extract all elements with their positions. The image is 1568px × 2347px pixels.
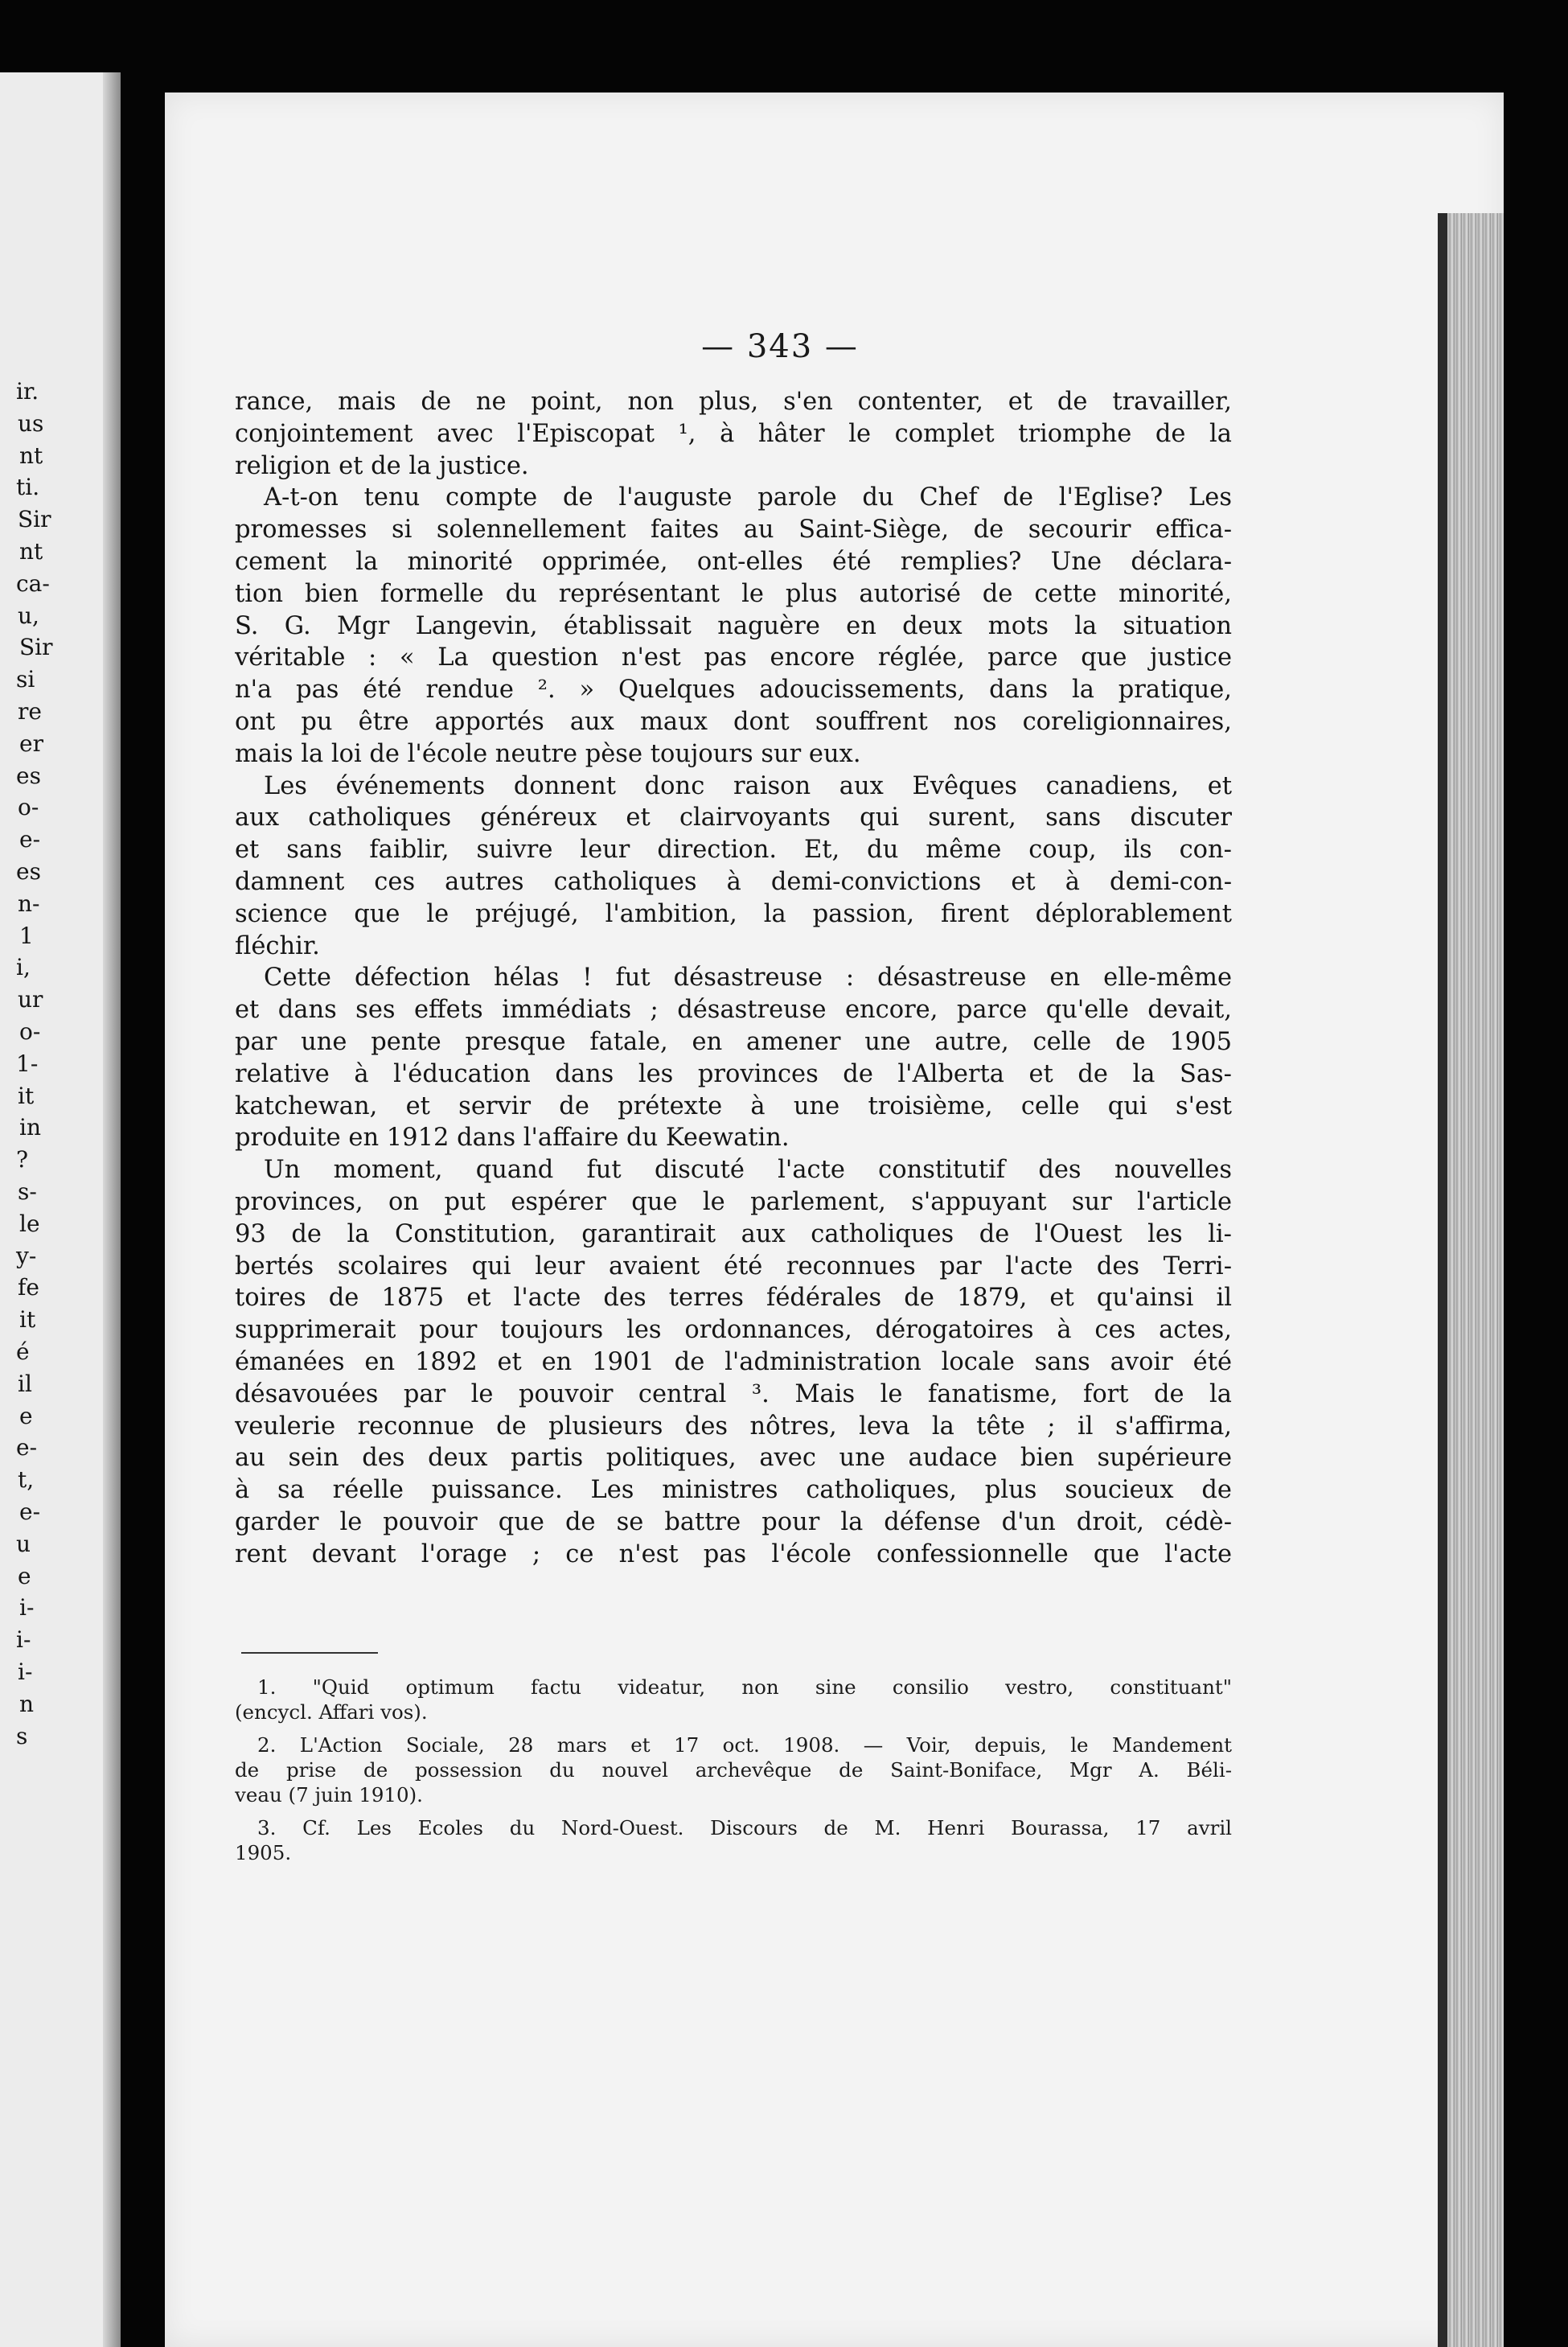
text-line: provinces, on put espérer que le parlement, s'appuyant sur l'article	[235, 1187, 1232, 1216]
left-page-fragment: ir.	[16, 378, 39, 405]
left-page-fragment: nt	[19, 442, 43, 469]
left-page-fragment: us	[18, 409, 44, 437]
text-line: mais la loi de l'école neutre pèse toujours sur eux.	[235, 739, 861, 768]
text-line: produite en 1912 dans l'affaire du Keewatin.	[235, 1124, 790, 1153]
text-line: A-t-on tenu compte de l'auguste parole du Chef de l'Eglise? Les	[264, 483, 1232, 512]
left-page-fragment: i,	[16, 954, 31, 981]
left-page-fragment: er	[19, 730, 43, 757]
text-line: katchewan, et servir de prétexte à une troisième, celle qui s'est	[235, 1091, 1232, 1120]
footnote-line: 1. "Quid optimum factu videatur, non sine consilio vestro, constituant"	[257, 1675, 1232, 1699]
left-page-fragment: it	[18, 1082, 35, 1109]
text-line: fléchir.	[235, 931, 320, 960]
text-line: veulerie reconnue de plusieurs des nôtres, leva la tête ; il s'affirma,	[235, 1412, 1232, 1441]
footnote-line: de prise de possession du nouvel archevêque de Saint-Boniface, Mgr A. Béli-	[235, 1758, 1232, 1782]
text-line: au sein des deux partis politiques, avec une audace bien supérieure	[235, 1444, 1232, 1473]
left-page-fragment: n	[19, 1690, 35, 1717]
text-line: véritable : « La question n'est pas encore réglée, parce que justice	[235, 643, 1232, 672]
text-line: bertés scolaires qui leur avaient été reconnues par l'acte des Terri-	[235, 1252, 1232, 1280]
text-line: S. G. Mgr Langevin, établissait naguère en deux mots la situation	[235, 611, 1232, 640]
left-page-fragment: o-	[18, 794, 39, 821]
footnote	[235, 1815, 1232, 1865]
left-page-fragment: e-	[19, 1498, 41, 1525]
page-edges-stack	[1447, 213, 1504, 2347]
left-page-fragment: 1	[19, 922, 34, 949]
left-page-fragment: t,	[18, 1466, 35, 1494]
text-line: aux catholiques généreux et clairvoyants qui surent, sans discuter	[235, 804, 1232, 832]
page-number: — 343 —	[701, 328, 859, 365]
footnotes-block	[235, 1675, 1232, 1873]
left-page-fragment: e	[19, 1402, 33, 1429]
text-line: relative à l'éducation dans les provinces de l'Alberta et de la Sas-	[235, 1059, 1232, 1088]
main-text-block	[235, 386, 1232, 1570]
text-line: supprimerait pour toujours les ordonnances, dérogatoires à ces actes,	[235, 1316, 1232, 1345]
text-line: promesses si solennellement faites au Saint-Siège, de secourir effica-	[235, 516, 1232, 545]
left-page-fragment: fe	[18, 1274, 39, 1301]
left-page-margin	[0, 72, 121, 2347]
left-page-fragment: i-	[16, 1626, 31, 1654]
left-page-fragment: o-	[19, 1018, 41, 1045]
page-edge-shadow	[1438, 213, 1447, 2347]
left-page-fragment: y-	[16, 1242, 37, 1269]
text-line: ont pu être apportés aux maux dont souffrent nos coreligionnaires,	[235, 707, 1232, 736]
left-page-fragment: es	[16, 762, 41, 789]
text-line: rance, mais de ne point, non plus, s'en contenter, et de travailler,	[235, 388, 1232, 416]
left-page-fragment: i-	[18, 1659, 33, 1685]
left-page-fragment: il	[18, 1370, 32, 1397]
footnote-separator	[241, 1652, 378, 1654]
footnote-line: (encycl. Affari vos).	[235, 1700, 428, 1724]
left-page-fragment: u,	[18, 602, 39, 629]
left-page-fragment: e-	[19, 826, 41, 853]
left-page-fragment: ti.	[16, 474, 40, 501]
text-line: cement la minorité opprimée, ont-elles été remplies? Une déclara-	[235, 547, 1232, 576]
text-line: et dans ses effets immédiats ; désastreuse encore, parce qu'elle devait,	[235, 996, 1232, 1025]
text-line: science que le préjugé, l'ambition, la passion, firent déplorablement	[235, 899, 1232, 928]
left-page-fragment: Sir	[18, 506, 51, 533]
text-line: à sa réelle puissance. Les ministres catholiques, plus soucieux de	[235, 1476, 1232, 1505]
left-page-fragment: nt	[19, 538, 43, 565]
left-page-fragment: re	[18, 698, 42, 725]
text-line: Les événements donnent donc raison aux Evêques canadiens, et	[264, 771, 1232, 800]
left-page-fragment: e	[18, 1562, 31, 1589]
text-line: Cette défection hélas ! fut désastreuse : désastreuse en elle-même	[264, 964, 1232, 993]
left-page-fragment: 1-	[16, 1050, 39, 1077]
left-page-gutter-shadow	[103, 72, 121, 2347]
text-line: désavouées par le pouvoir central ³. Mais le fanatisme, fort de la	[235, 1379, 1232, 1408]
footnote	[235, 1733, 1232, 1807]
text-line: émanées en 1892 et en 1901 de l'administration locale sans avoir été	[235, 1347, 1232, 1376]
text-line: n'a pas été rendue ². » Quelques adoucissements, dans la pratique,	[235, 676, 1232, 705]
left-page-fragment: é	[16, 1338, 30, 1365]
text-line: par une pente presque fatale, en amener une autre, celle de 1905	[235, 1027, 1232, 1056]
text-line: garder le pouvoir que de se battre pour la défense d'un droit, cédè-	[235, 1507, 1232, 1536]
left-page-fragment: e-	[16, 1434, 38, 1461]
left-page-fragment: le	[19, 1210, 40, 1237]
footnote-line: 1905.	[235, 1841, 292, 1864]
left-page-fragment: ?	[16, 1146, 29, 1174]
left-page-fragment: es	[16, 858, 41, 885]
text-line: toires de 1875 et l'acte des terres fédérales de 1879, et qu'ainsi il	[235, 1284, 1232, 1313]
text-line: tion bien formelle du représentant le plus autorisé de cette minorité,	[235, 579, 1232, 608]
footnote-line: veau (7 juin 1910).	[235, 1783, 423, 1806]
footnote-line: 3. Cf. Les Ecoles du Nord-Ouest. Discours de M. Henri Bourassa, 17 avril	[257, 1816, 1232, 1839]
left-page-fragment: n-	[18, 890, 40, 917]
text-line: conjointement avec l'Episcopat ¹, à hâter le complet triomphe de la	[235, 419, 1232, 448]
text-line: Un moment, quand fut discuté l'acte constitutif des nouvelles	[264, 1156, 1232, 1185]
left-page-fragment: Sir	[19, 634, 53, 661]
footnote-line: 2. L'Action Sociale, 28 mars et 17 oct. 1908. — Voir, depuis, le Mandement	[257, 1733, 1232, 1757]
text-line: 93 de la Constitution, garantirait aux catholiques de l'Ouest les li-	[235, 1219, 1232, 1248]
left-page-fragment: s-	[18, 1178, 37, 1205]
left-page-fragment: i-	[19, 1594, 35, 1622]
left-page-fragment: ur	[18, 986, 43, 1013]
left-page-fragment: s	[16, 1722, 28, 1749]
footnote	[235, 1675, 1232, 1724]
text-line: religion et de la justice.	[235, 451, 529, 480]
left-page-fragment: u	[16, 1530, 31, 1557]
left-page-fragment: it	[19, 1306, 36, 1334]
left-page-fragment: ca-	[16, 569, 50, 597]
text-line: et sans faiblir, suivre leur direction. Et, du même coup, ils con-	[235, 836, 1232, 865]
text-line: damnent ces autres catholiques à demi-convictions et à demi-con-	[235, 867, 1232, 896]
left-page-fragment: si	[16, 666, 35, 693]
left-page-fragment: in	[19, 1114, 41, 1141]
text-line: rent devant l'orage ; ce n'est pas l'école confessionnelle que l'acte	[235, 1539, 1232, 1568]
